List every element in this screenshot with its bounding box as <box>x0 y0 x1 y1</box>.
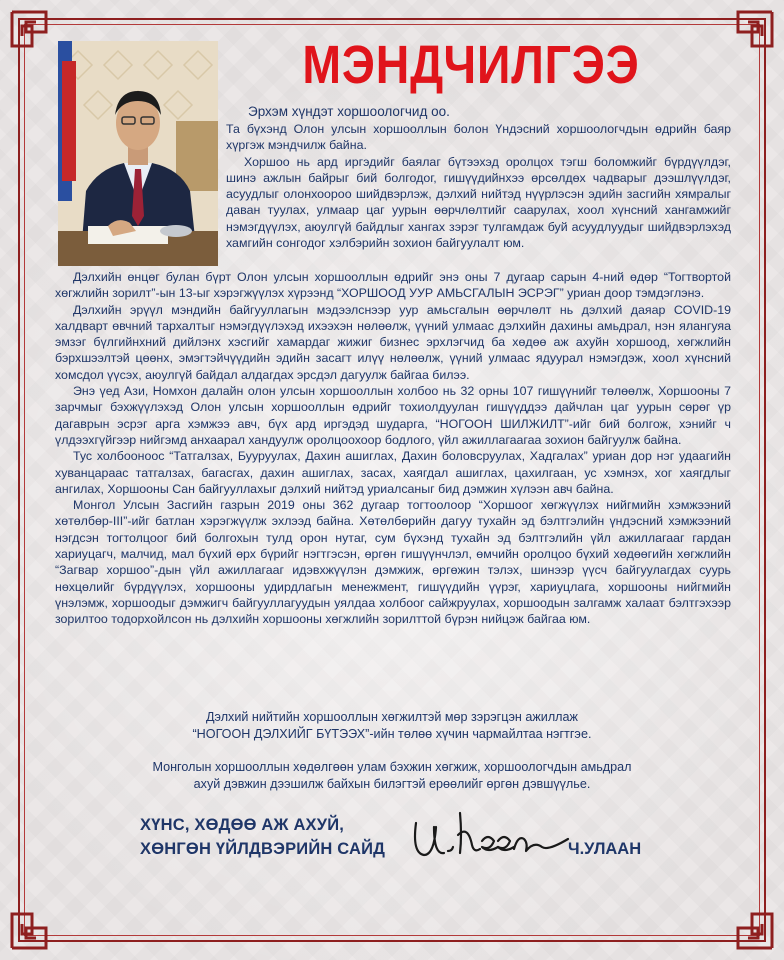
closing-line: Дэлхий нийтийн хоршооллын хөгжилтэй мөр зэрэгцэн ажиллаж <box>206 710 578 724</box>
corner-ornament-top-left-icon <box>8 8 54 54</box>
main-text-column <box>55 269 731 628</box>
paragraph: Хоршоо нь ард иргэдийг баялаг бүтээхэд оролцох тэгш боломжийг бүрдүүлдэг, шинэ ажлын байрыг бий болгодог, гишүүдийнхээ өрсөлдөх чадварыг дээшлүүлдэг, асуудлыг олонхоороо шийдвэрлэж, дэлхий нийтэд нүүрлэсэн эдийн засгийн хямралыг даван туулах, улмаар цаг уурын өөрчлөлтийг саарулах, хоол хүнсний хангамжийг нэмэгдүүлэх, аюулгүй байдлыг хангах зэрэг тулгамдаж буй асуудлуудыг шийдвэрлэхэд хамгийн сонгодог хэлбэрийн зохион байгуулалт юм. <box>226 154 731 251</box>
closing-wish-1 <box>120 709 664 742</box>
ministry-title <box>140 813 410 861</box>
paragraph: Та бүхэнд Олон улсын хоршооллын болон Үндэсний хоршоологчдын өдрийн баяр хүргэж мэндчилж байна. <box>226 122 731 153</box>
closing-line: “НОГООН ДЭЛХИЙГ БҮТЭЭХ”-ийн төлөө хүчин чармайлтаа нэгтгэе. <box>192 726 592 741</box>
closing-wish-2 <box>120 759 664 792</box>
page-title: МЭНДЧИЛГЭЭ <box>302 35 640 95</box>
paragraph: Тус холбооноос “Татгалзах, Бууруулах, Дахин ашиглах, Дахин боловсруулах, Хадгалах” уриан дор нэг удаагийн хуванцараас татгалзах, багасгах, дахин ашиглах, засах, хаягдал ашиглах, цахилгаан, ус хэмнэх, хог хаягдлыг ангилах, Хоршооны Сан байгууллахыг дэлхий нийтэд уриалсаныг бид дэмжин хүлээн авч байна. <box>55 449 731 496</box>
top-text-column <box>226 121 731 251</box>
paragraph: Энэ үед Ази, Номхон далайн олон улсын хоршооллын холбоо нь 32 орны 107 гишүүнийг төлөөлж, Хоршооны 7 зарчмыг бэхжүүлэхэд Олон улсын хоршооллын өдрийг тохиолдуулан гишүүддээ дайчлан цаг уурын сөрөг үр дагаврын эсрэг арга хэмжээ авч, бүх ард иргэдэд шударга, “НОГООН ШИЛЖИЛТ”-ийг бий болгож, хэнийг ч үлдээхгүйгээр нийгэмд анхаарал хандуулж оролцоохоор бодлого, үйл ажиллагаагаа зохион байгуулж байна. <box>55 384 731 447</box>
paragraph: Дэлхийн эрүүл мэндийн байгууллагын мэдээлснээр уур амьсгалын өөрчлөлт нь дэлхий даяар COVID-19 халдварт өвчний тархалтыг нэмэгдүүлэхэд ихээхэн нөлөөлж, үүний улмаас дэлхийн дахины амьдрал, нэн ялангуяа эмзэг бүлгийнхний дийлэнх хэсгийг хамардаг жижиг бизнес эрхлэгчид ба хөдөө аж ахуйн хоршоод, хөгжлийн бэрхшээлтэй цөөнх, эмэгтэйчүүдийн эдийн засагт илүү нөлөөлж, үүний улмаас ядуурал нэмэгдэж, хоол хүнсний хомсдол үүсэх, аюулгүй байдал алдагдах эрсдэл дагуулж байгаа билээ. <box>55 302 731 382</box>
closing-line: Монголын хоршооллын хөдөлгөөн улам бэхжин хөгжиж, хоршоологчдын амьдрал <box>152 760 632 774</box>
minister-portrait <box>58 41 218 266</box>
ministry-line: ХӨНГӨН ҮЙЛДВЭРИЙН САЙД <box>140 840 386 858</box>
corner-ornament-bottom-left-icon <box>8 906 54 952</box>
corner-ornament-bottom-right-icon <box>730 906 776 952</box>
handwritten-signature <box>408 805 576 865</box>
paragraph: Дэлхийн өнцөг булан бүрт Олон улсын хоршооллын өдрийг энэ оны 7 дугаар сарын 4-ний өдөр “Тогтвортой хөгжлийн зорилт”-ын 13-ыг хэрэгжүүлэх хүрээнд “ХОРШООД УУР АМЬСГАЛЫН ЭСРЭГ” уриан доор тэмдэглэнэ. <box>55 270 731 301</box>
corner-ornament-top-right-icon <box>730 8 776 54</box>
signer-name: Ч.УЛААН <box>568 840 642 858</box>
greeting: Эрхэм хүндэт хоршоологчид оо. <box>248 104 450 119</box>
closing-line: ахуй дэвжин дээшилж байхын билэгтэй ерөөлийг өргөн дэвшүүлье. <box>193 776 591 791</box>
paragraph: Монгол Улсын Засгийн газрын 2019 оны 362 дугаар тогтоолоор “Хоршоог хөгжүүлэх нийгмийн хэмжээний хөтөлбөр-III”-ийг батлан хэрэгжүүлж эхлээд байна. Хөтөлбөрийн дагуу тухайн эд бэлтгэлийн үндэсний хэмжээний нэгдсэн тогтолцоог бий болгохын тулд орон нутаг, сум бүхэнд тухайн эд бэлтгэлийн үйл ажиллагааг гардан хариуцагч, малчид, мал бүхий өрх бүрийг нэгтгэсэн, өргөн гишүүнчлэл, өмчийн оролцоо бүхий хөдөөгийн хөгжлийн “Загвар хоршоо”-дын үйл ажиллагааг идэвхжүүлэн дэмжиж, өргөжин тэлэх, шинээр үүсч байгуулагдах суурь нөхцөлийг бүрдүүлэх, хоршооны удирдлагын менежмент, гишүүдийн үүрэг, хариуцлага, хоршооны нийгмийн үнэлэмж, хоршоодыг дэмжигч байгууллагуудын уялдаа холбоог сайжруулах, хоршоодын залгамж халаат бэлтгэхээр зорилтоо тодорхойлсон нь дэлхийн хоршооны хөгжлийн зорилттой бүрэн нийцэж байгаа юм. <box>55 498 731 627</box>
ministry-line: ХҮНС, ХӨДӨӨ АЖ АХУЙ, <box>140 816 345 834</box>
